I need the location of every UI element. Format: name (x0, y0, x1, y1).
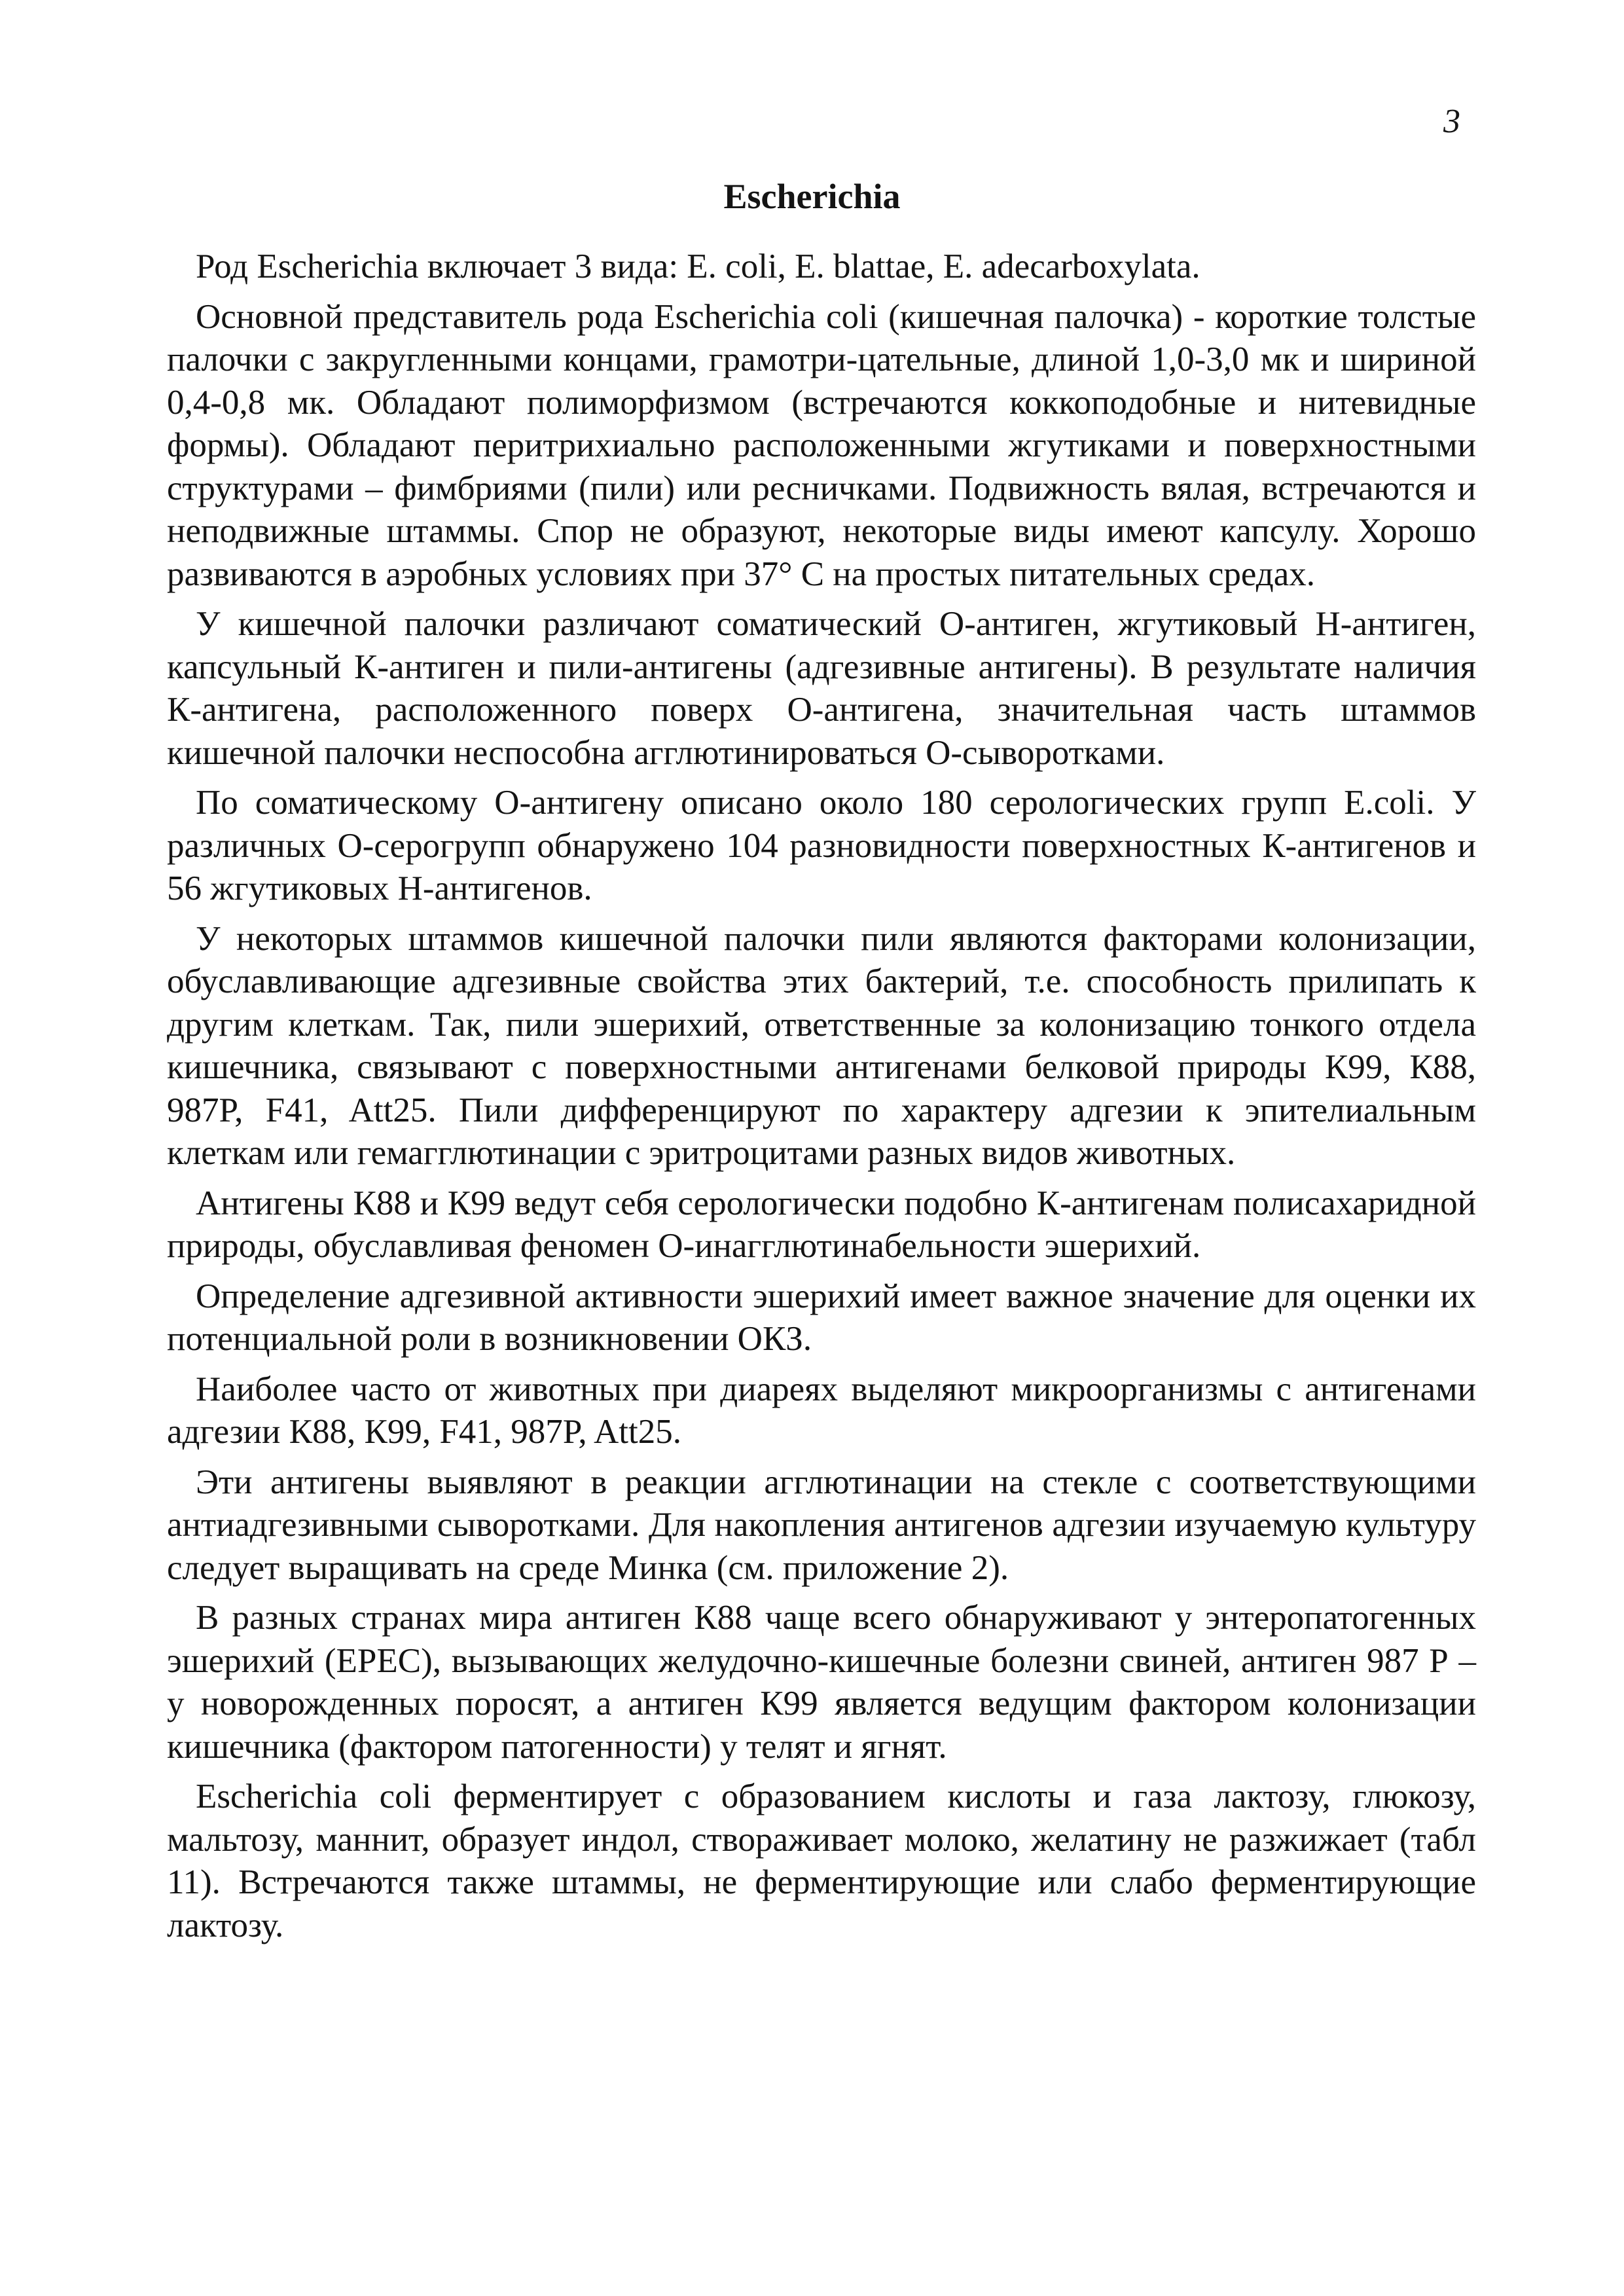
paragraph-adhesive-activity: Определение адгезивной активности эшерихий имеет важное значение для оценки их потенциальной роли в возникновении ОКЗ. (167, 1277, 1476, 1358)
paragraph-k88-k99: Антигены К88 и К99 ведут себя серологически подобно К-антигенам полисахаридной природы, обуславливая феномен О-инагглютинабельности эшерихий. (167, 1184, 1476, 1265)
paragraph-morphology: Основной представитель рода Escherichia coli (кишечная палочка) - короткие толстые палочки с закругленными концами, грамотри-цательные, длиной 1,0-3,0 мк и шириной 0,4-0,8 мк. Обладают полиморфизмом (встречаются коккоподобные и нитевидные формы). Обладают перитрихиально расположенными жгутиками и поверхностными структурами – фимбриями (пили) или ресничками. Подвижность вялая, встречаются и неподвижные штаммы. Спор не образуют, некоторые виды имеют капсулу. Хорошо развиваются в аэробных условиях при 37° С на простых питательных средах. (167, 297, 1476, 593)
paragraph-diarrhea-isolates: Наиболее часто от животных при диареях выделяют микроорганизмы с антигенами адгезии К88, К99, F41, 987P, Att25. (167, 1370, 1476, 1451)
paragraph-agglutination: Эти антигены выявляют в реакции агглютинации на стекле с соответствующими антиадгезивными сыворотками. Для накопления антигенов адгезии изучаемую культуру следует выращивать на среде Минка (см. приложение 2). (167, 1463, 1476, 1587)
paragraph-pili-colonization: У некоторых штаммов кишечной палочки пили являются факторами колонизации, обуславливающие адгезивные свойства этих бактерий, т.е. способность прилипать к другим клеткам. Так, пили эшерихий, ответственные за колонизацию тонкого отдела кишечника, связывают с поверхностными антигенами белковой природы К99, К88, 987P, F41, Att25. Пили дифференцируют по характеру адгезии к эпителиальным клеткам или гемагглютинации с эритроцитами разных видов животных. (167, 919, 1476, 1172)
paragraph-serogroups: По соматическому О-антигену описано около 180 серологических групп E.coli. У различных О-серогрупп обнаружено 104 разновидности поверхностных К-антигенов и 56 жгутиковых Н-антигенов. (167, 784, 1476, 907)
paragraph-genus-species: Род Escherichia включает 3 вида: E. coli, E. blattae, E. adecarboxylata. (196, 247, 1200, 285)
paragraph-fermentation: Escherichia coli ферментирует с образованием кислоты и газа лактозу, глюкозу, мальтозу, маннит, образует индол, створаживает молоко, желатину не разжижает (табл 11). Встречаются также штаммы, не ферментирующие или слабо ферментирующие лактозу. (167, 1777, 1476, 1944)
page-number: 3 (1443, 103, 1460, 140)
page-title: Escherichia (723, 177, 901, 216)
body-text (167, 246, 1476, 1947)
paragraph-antigens: У кишечной палочки различают соматический О-антиген, жгутиковый Н-антиген, капсульный К-антиген и пили-антигены (адгезивные антигены). В результате наличия К-антигена, расположенного поверх О-антигена, значительная часть штаммов кишечной палочки неспособна агглютинироваться О-сыворотками. (167, 605, 1476, 772)
paragraph-geography: В разных странах мира антиген К88 чаще всего обнаруживают у энтеропатогенных эшерихий (ЕРЕС), вызывающих желудочно-кишечные болезни свиней, антиген 987 Р – у новорожденных поросят, а антиген К99 является ведущим фактором колонизации кишечника (фактором патогенности) у телят и ягнят. (167, 1599, 1476, 1766)
